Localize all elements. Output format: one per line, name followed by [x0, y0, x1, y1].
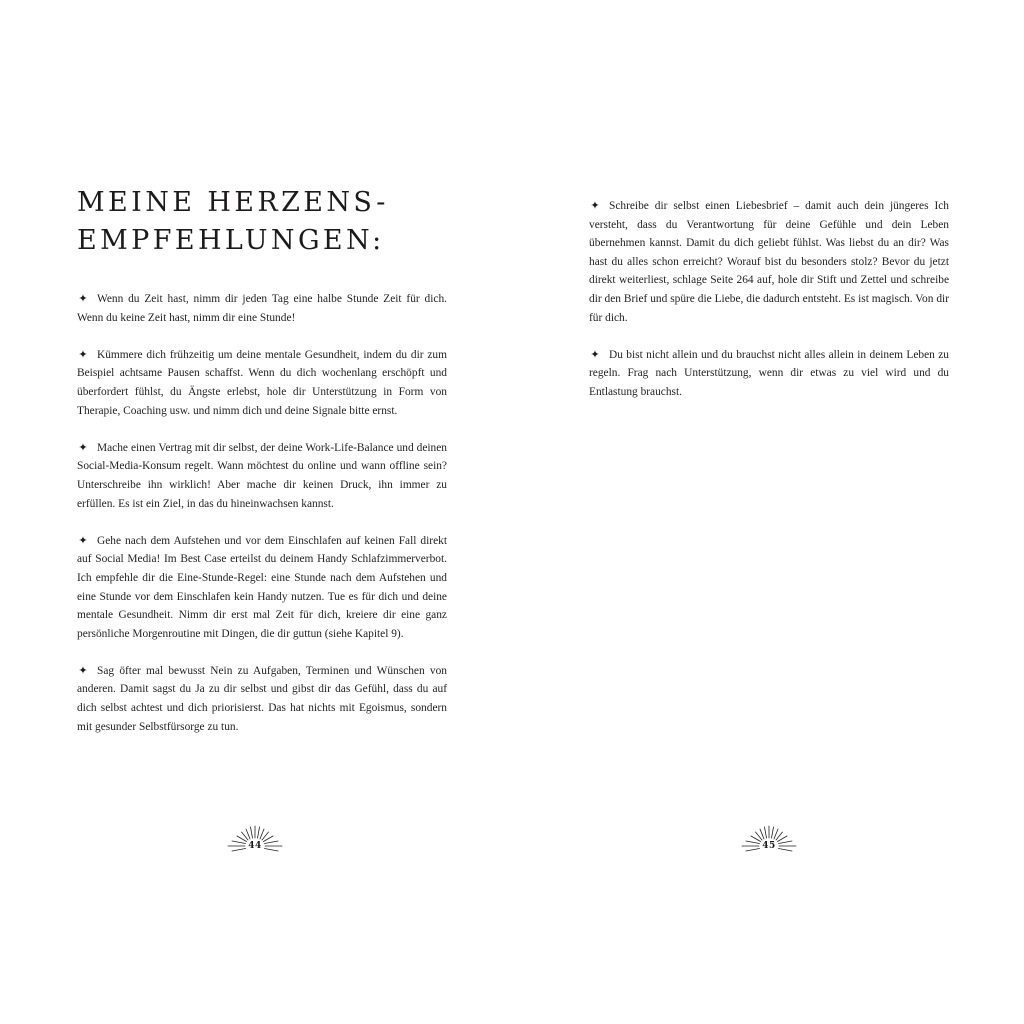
page-number-ornament-left [226, 824, 284, 854]
recommendation-paragraph [77, 290, 447, 327]
recommendation-paragraph [77, 346, 447, 420]
paragraph-text: Kümmere dich frühzeitig um deine mentale Gesundheit, indem du dir zum Beispiel achtsame Pausen schaffst. Wenn du dich wochenlang erschöpft und überfordert fühlst, du Ängste erlebst, hole dir Unterstützung in Form von Therapie, Coaching usw. und nimm dich und deine Signale bitte ernst. [77, 348, 447, 417]
recommendation-paragraph [77, 662, 447, 736]
recommendation-paragraph [589, 197, 949, 327]
four-point-star-icon: ✦ [78, 534, 88, 547]
right-page-column [589, 197, 949, 420]
paragraph-text: Schreibe dir selbst einen Liebesbrief – damit auch dein jüngeres Ich versteht, dass du Verantwortung für deine Gefühle und dein Leben übernehmen kannst. Damit du dich geliebt fühlst. Was liebst du an dir? Was hast du alles schon erreicht? Worauf bist du besonders stolz? Bevor du jetzt direkt weiterliest, schlage Seite 264 auf, hole dir Stift und Zettel und schreibe dir den Brief und spüre die Liebe, die dadurch entsteht. Es ist magisch. Von dir für dich. [589, 200, 949, 324]
four-point-star-icon: ✦ [78, 293, 88, 305]
four-point-star-icon: ✦ [590, 200, 600, 212]
recommendation-paragraph [77, 532, 447, 644]
four-point-star-icon: ✦ [78, 664, 88, 677]
page-number-ornament-right [740, 824, 798, 854]
paragraph-text: Du bist nicht allein und du brauchst nicht alles allein in deinem Leben zu regeln. Frag nach Unterstützung, wenn dir etwas zu viel wird und du Entlastung brauchst. [589, 348, 949, 398]
four-point-star-icon: ✦ [78, 441, 88, 454]
title-line-1: MEINE HERZENS- [77, 187, 389, 218]
left-page-column [77, 290, 447, 755]
paragraph-text: Wenn du Zeit hast, nimm dir jeden Tag eine halbe Stunde Zeit für dich. Wenn du keine Zeit hast, nimm dir eine Stunde! [77, 293, 447, 324]
paragraph-text: Gehe nach dem Aufstehen und vor dem Einschlafen auf keinen Fall direkt auf Social Media! Im Best Case erteilst du deinem Handy Schlafzimmerverbot. Ich empfehle dir die Eine-Stunde-Regel: eine Stunde nach dem Aufstehen und eine Stunde vor dem Einschlafen kein Handy nutzen. Tue es für dich und deine mentale Gesundheit. Nimm dir erst mal Zeit für dich, kreiere dir eine ganz persönliche Morgenroutine mit Dingen, die dir guttun (siehe Kapitel 9). [77, 534, 447, 640]
page-title [77, 184, 437, 260]
four-point-star-icon: ✦ [78, 348, 88, 361]
title-line-2: EMPFEHLUNGEN: [77, 225, 385, 256]
paragraph-text: Sag öfter mal bewusst Nein zu Aufgaben, Terminen und Wünschen von anderen. Damit sagst du Ja zu dir selbst und gibst dir das Gefühl, dass du auf dich selbst achtest und dich priorisierst. Das hat nichts mit Egoismus, sondern mit gesunder Selbstfürsorge zu tun. [77, 664, 447, 733]
page-number: 44 [248, 841, 262, 851]
page-number: 45 [762, 841, 776, 851]
recommendation-paragraph [589, 346, 949, 402]
four-point-star-icon: ✦ [590, 348, 600, 361]
paragraph-text: Mache einen Vertrag mit dir selbst, der deine Work-Life-Balance und deinen Social-Media-Konsum regelt. Wann möchtest du online und wann offline sein? Unterschreibe ihn wirklich! Aber mache dir keinen Druck, ihn immer zu erfüllen. Es ist ein Ziel, in das du hineinwachsen kannst. [77, 441, 447, 510]
recommendation-paragraph [77, 439, 447, 513]
